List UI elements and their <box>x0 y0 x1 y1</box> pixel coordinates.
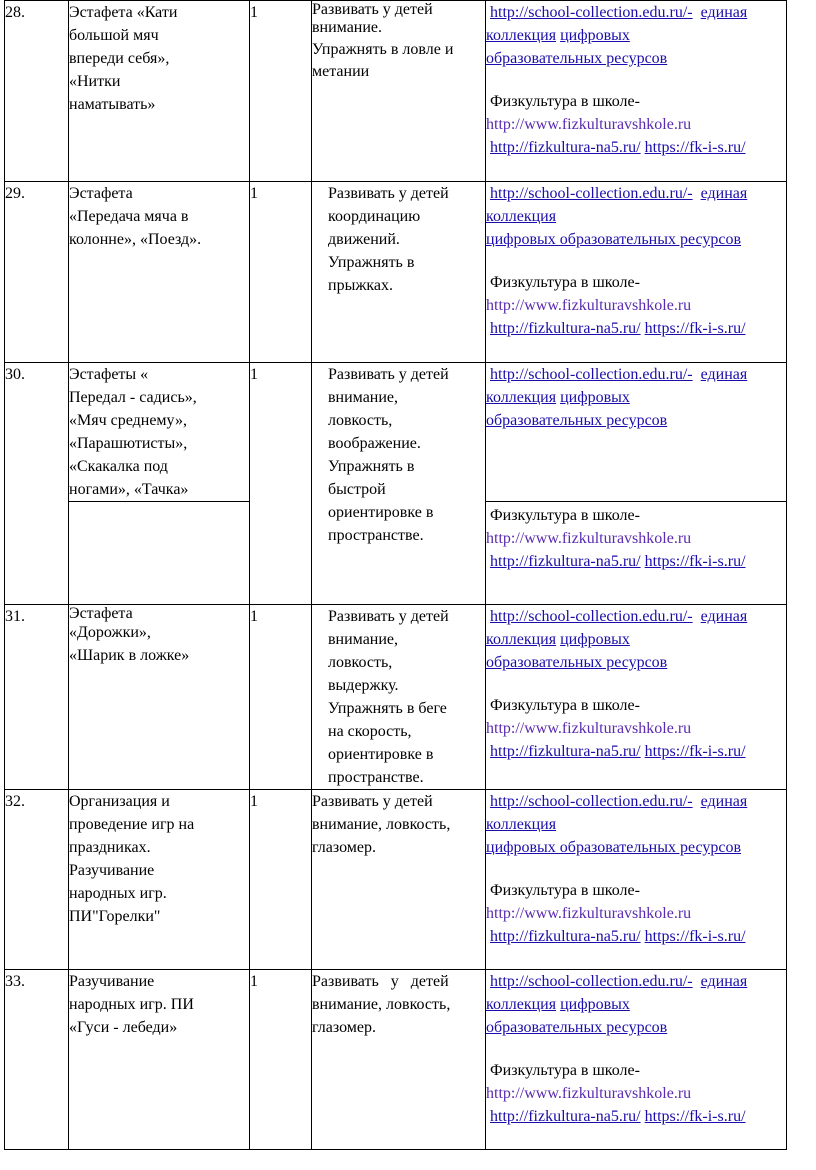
collection-word-link[interactable]: единая <box>700 185 748 202</box>
row-number-text: 28. <box>5 4 25 21</box>
goal-line: Развивать у детей <box>312 1 433 18</box>
title-line: «Дорожки», <box>69 624 151 641</box>
na5-link[interactable]: http://fizkultura-na5.ru/ <box>490 139 641 156</box>
collection-word-link[interactable]: образовательных ресурсов <box>486 412 668 429</box>
goal-line: на скорость, <box>328 723 412 740</box>
goal-line: внимание, <box>328 389 399 406</box>
fizkultura-label: Физкультура в школе- <box>490 93 640 110</box>
goal-cell <box>312 1 486 182</box>
hours-value: 1 <box>250 973 258 990</box>
row-number <box>5 970 69 1150</box>
hours-cell <box>250 970 312 1150</box>
table-row <box>5 970 787 1150</box>
collection-link[interactable]: http://school-collection.edu.ru/- <box>490 4 693 21</box>
title-line: Эстафеты « <box>69 366 149 383</box>
fizkultura-link[interactable]: http://www.fizkulturavshkole.ru <box>486 530 692 547</box>
goal-line: Развивать у детей <box>312 973 449 990</box>
goal-line: внимание. <box>312 19 383 36</box>
hours-cell <box>250 182 312 363</box>
goal-line: Развивать у детей <box>328 608 449 625</box>
collection-word-link[interactable]: коллекция <box>486 389 557 406</box>
collection-word-link[interactable]: коллекция <box>486 631 557 648</box>
activity-title-empty <box>69 502 250 605</box>
fizkultura-label: Физкультура в школе- <box>490 697 640 714</box>
goal-cell <box>312 970 486 1150</box>
hours-cell <box>250 363 312 605</box>
title-line: «Нитки <box>69 73 121 90</box>
fizkultura-link[interactable]: http://www.fizkulturavshkole.ru <box>486 1085 692 1102</box>
title-line: Разучивание <box>69 862 155 879</box>
fizkultura-label: Физкультура в школе- <box>490 882 640 899</box>
activity-title <box>69 1 250 182</box>
title-line: впереди себя», <box>69 50 170 67</box>
collection-word-link[interactable]: цифровых <box>560 631 630 648</box>
row-number <box>5 182 69 363</box>
title-line: «Шарик в ложке» <box>69 647 190 664</box>
fizkultura-link[interactable]: http://www.fizkulturavshkole.ru <box>486 297 692 314</box>
na5-link[interactable]: http://fizkultura-na5.ru/ <box>490 743 641 760</box>
na5-link[interactable]: http://fizkultura-na5.ru/ <box>490 320 641 337</box>
row-number <box>5 605 69 790</box>
title-line: ПИ"Горелки" <box>69 908 161 925</box>
resources-cell <box>486 182 787 363</box>
resources-cell <box>486 502 787 605</box>
lesson-plan-table <box>4 0 787 1150</box>
goal-line: прыжках. <box>328 277 393 294</box>
title-line: народных игр. ПИ <box>69 996 194 1013</box>
title-line: Разучивание <box>69 973 155 990</box>
goal-line: пространстве. <box>328 527 424 544</box>
title-line: народных игр. <box>69 885 167 902</box>
fkis-link[interactable]: https://fk-i-s.ru/ <box>644 928 746 945</box>
goal-line: глазомер. <box>312 1019 376 1036</box>
hours-cell <box>250 790 312 970</box>
collection-word-link[interactable]: коллекция <box>486 996 557 1013</box>
row-number <box>5 790 69 970</box>
goal-line: Упражнять в ловле и <box>312 41 454 58</box>
hours-value: 1 <box>250 185 258 202</box>
title-line: Эстафета «Кати <box>69 4 178 21</box>
goal-line: пространстве. <box>328 769 424 786</box>
goal-line: Развивать у детей <box>312 793 433 810</box>
fizkultura-link[interactable]: http://www.fizkulturavshkole.ru <box>486 116 692 133</box>
goal-cell <box>312 605 486 790</box>
table-row <box>5 790 787 970</box>
row-number-text: 32. <box>5 793 25 810</box>
goal-line: быстрой <box>328 481 386 498</box>
goal-line: ловкость, <box>328 412 393 429</box>
collection-link[interactable]: http://school-collection.edu.ru/- <box>490 366 693 383</box>
goal-line: внимание, <box>328 631 399 648</box>
goal-line: воображение. <box>328 435 421 452</box>
title-line: наматывать» <box>69 96 156 113</box>
goal-line: ориентировке в <box>328 504 434 521</box>
table-row <box>5 1 787 182</box>
na5-link[interactable]: http://fizkultura-na5.ru/ <box>490 928 641 945</box>
title-line: проведение игр на <box>69 816 195 833</box>
goal-line: метании <box>312 63 370 80</box>
fkis-link[interactable]: https://fk-i-s.ru/ <box>644 1108 746 1125</box>
fkis-link[interactable]: https://fk-i-s.ru/ <box>644 139 746 156</box>
activity-title <box>69 970 250 1150</box>
fizkultura-label: Физкультура в школе- <box>490 507 640 524</box>
hours-value: 1 <box>250 4 258 21</box>
goal-line: выдержку. <box>328 677 399 694</box>
table-row <box>5 363 787 502</box>
table-row <box>5 605 787 790</box>
resources-cell <box>486 363 787 502</box>
goal-line: глазомер. <box>312 839 376 856</box>
goal-line: Упражнять в беге <box>328 700 447 717</box>
title-line: «Скакалка под <box>69 458 168 475</box>
row-number-text: 33. <box>5 973 25 990</box>
fizkultura-label: Физкультура в школе- <box>490 1062 640 1079</box>
collection-word-link[interactable]: цифровых образовательных ресурсов <box>486 231 742 248</box>
fizkultura-link[interactable]: http://www.fizkulturavshkole.ru <box>486 720 692 737</box>
resources-cell <box>486 605 787 790</box>
goal-line: внимание, ловкость, <box>312 816 451 833</box>
goal-cell <box>312 790 486 970</box>
title-line: Передал - садись», <box>69 389 197 406</box>
fkis-link[interactable]: https://fk-i-s.ru/ <box>644 320 746 337</box>
collection-word-link[interactable]: единая <box>700 366 748 383</box>
na5-link[interactable]: http://fizkultura-na5.ru/ <box>490 553 641 570</box>
fkis-link[interactable]: https://fk-i-s.ru/ <box>644 553 746 570</box>
goal-line: Развивать у детей <box>328 185 449 202</box>
collection-link[interactable]: http://school-collection.edu.ru/- <box>490 185 693 202</box>
collection-word-link[interactable]: цифровых <box>560 389 630 406</box>
row-number-text: 30. <box>5 366 25 383</box>
row-number-text: 29. <box>5 185 25 202</box>
activity-title <box>69 182 250 363</box>
collection-word-link[interactable]: образовательных ресурсов <box>486 1019 668 1036</box>
fizkultura-link[interactable]: http://www.fizkulturavshkole.ru <box>486 905 692 922</box>
collection-word-link[interactable]: единая <box>700 973 748 990</box>
title-line: праздниках. <box>69 839 151 856</box>
title-line: «Мяч среднему», <box>69 412 187 429</box>
collection-word-link[interactable]: цифровых <box>560 996 630 1013</box>
resources-cell <box>486 1 787 182</box>
resources-cell <box>486 790 787 970</box>
row-number <box>5 1 69 182</box>
collection-link[interactable]: http://school-collection.edu.ru/- <box>490 608 693 625</box>
title-line: ногами», «Тачка» <box>69 481 189 498</box>
title-line: Организация и <box>69 793 170 810</box>
hours-value: 1 <box>250 793 258 810</box>
collection-word-link[interactable]: образовательных ресурсов <box>486 654 668 671</box>
goal-line: ориентировке в <box>328 746 434 763</box>
goal-line: движений. <box>328 231 400 248</box>
collection-word-link[interactable]: единая <box>700 793 748 810</box>
title-line: колонне», «Поезд». <box>69 231 202 248</box>
goal-cell <box>312 182 486 363</box>
goal-cell <box>312 363 486 605</box>
fkis-link[interactable]: https://fk-i-s.ru/ <box>644 743 746 760</box>
title-line: Эстафета <box>69 185 133 202</box>
hours-cell <box>250 605 312 790</box>
goal-line: Развивать у детей <box>328 366 449 383</box>
collection-word-link[interactable]: коллекция <box>486 208 557 225</box>
fizkultura-label: Физкультура в школе- <box>490 274 640 291</box>
row-number <box>5 363 69 605</box>
goal-line: Упражнять в <box>328 254 415 271</box>
collection-link[interactable]: http://school-collection.edu.ru/- <box>490 973 693 990</box>
collection-word-link[interactable]: единая <box>700 608 748 625</box>
title-line: «Передача мяча в <box>69 208 189 225</box>
collection-word-link[interactable]: цифровых образовательных ресурсов <box>486 839 742 856</box>
activity-title <box>69 363 250 502</box>
hours-value: 1 <box>250 366 258 383</box>
activity-title <box>69 605 250 790</box>
table-row <box>5 182 787 363</box>
na5-link[interactable]: http://fizkultura-na5.ru/ <box>490 1108 641 1125</box>
goal-line: Упражнять в <box>328 458 415 475</box>
resources-cell <box>486 970 787 1150</box>
collection-word-link[interactable]: коллекция <box>486 27 557 44</box>
hours-value: 1 <box>250 608 258 625</box>
goal-line: ловкость, <box>328 654 393 671</box>
title-line: «Гуси - лебеди» <box>69 1019 178 1036</box>
collection-word-link[interactable]: цифровых <box>560 27 630 44</box>
title-line: Эстафета <box>69 605 133 622</box>
collection-word-link[interactable]: единая <box>700 4 748 21</box>
title-line: большой мяч <box>69 27 159 44</box>
activity-title <box>69 790 250 970</box>
collection-word-link[interactable]: образовательных ресурсов <box>486 50 668 67</box>
row-number-text: 31. <box>5 608 25 625</box>
goal-line: координацию <box>328 208 421 225</box>
collection-link[interactable]: http://school-collection.edu.ru/- <box>490 793 693 810</box>
hours-cell <box>250 1 312 182</box>
title-line: «Парашютисты», <box>69 435 188 452</box>
goal-line: внимание, ловкость, <box>312 996 451 1013</box>
collection-word-link[interactable]: коллекция <box>486 816 557 833</box>
